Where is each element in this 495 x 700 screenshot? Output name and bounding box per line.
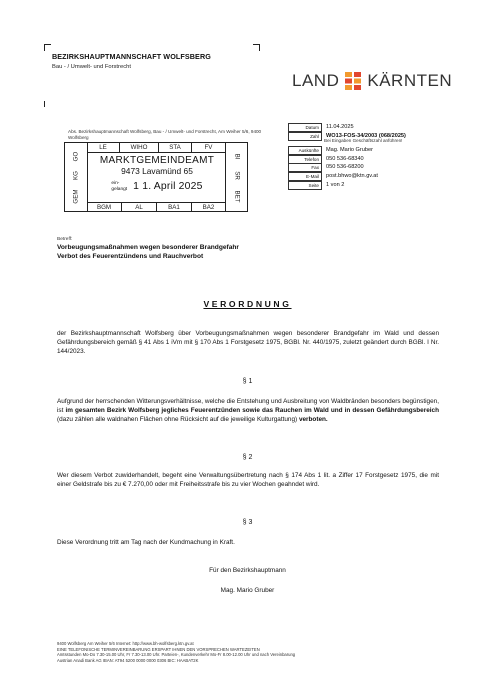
- meta-value: WO13-FOS-34/2003 (068/2025): [326, 132, 406, 139]
- s1-text-part: Aufgrund der herrschenden Witterungsverhältnisse, welche die Entstehung und Ausbreitung von Waldbränden besonders begünstigen, ist: [57, 398, 439, 415]
- meta-key: E-Mail: [288, 172, 322, 181]
- meta-value: 1 von 2: [326, 181, 345, 188]
- meta-value: 11.04.2025: [326, 124, 354, 130]
- meta-row-date: [288, 123, 458, 132]
- meta-value: 050 536-68200: [326, 164, 364, 171]
- document-heading: VERORDNUNG: [203, 299, 292, 309]
- meta-row-fax: [288, 163, 458, 172]
- stamp-cell: GO: [72, 151, 80, 162]
- stamp-cell: GEM: [72, 189, 80, 204]
- issuer-block: [52, 52, 232, 90]
- stamp-cell: LE: [99, 144, 107, 151]
- stamp-received-label: ein- gelangt: [111, 181, 128, 192]
- footer: [57, 641, 437, 663]
- subject-label: Betreff:: [57, 237, 73, 242]
- issuer-name: BEZIRKSHAUPTMANNSCHAFT WOLFSBERG: [52, 52, 211, 61]
- stamp-cell: AL: [135, 204, 143, 211]
- subject: [57, 243, 239, 261]
- footer-line: Amtsstunden Mo-Do 7.30-15.00 Uhr, Fr 7.30-13.00 Uhr. Parteien-, Kundenverkehr Mo-Fr 8.00-12.00 Uhr und nach Vereinbarung: [57, 652, 296, 658]
- section-3-title: § 3: [242, 519, 253, 526]
- meta-key: Telefon: [288, 155, 322, 164]
- subject-line-1: Vorbeugungsmaßnahmen wegen besonderer Brandgefahr: [57, 244, 239, 251]
- logo-text-right: KÄRNTEN: [367, 71, 453, 90]
- stamp-received-row: [93, 181, 221, 192]
- stamp-title: MARKTGEMEINDEAMT: [99, 155, 215, 166]
- footer-line: 9400 Wolfsberg Am Weiher 5/6 Internet: http://www.bh-wolfsberg.ktn.gv.at: [57, 641, 194, 646]
- sender-address-line: Abs. Bezirkshauptmannschaft Wolfsberg, Bau - / Umwelt- und Forstrecht, Am Weiher 5/6, 9400 Wolfsberg: [68, 129, 262, 140]
- section-1-text: [57, 397, 439, 425]
- meta-row-page: [288, 181, 458, 190]
- footer-line: Austrian Anadi Bank AG IBAN: AT94 5200 0000 0000 0306 BIC: HAABAT2K: [57, 657, 199, 663]
- frame-corner-top-left-v: [44, 44, 45, 51]
- stamp-cell: BA1: [168, 204, 180, 211]
- meta-key: Auskünfte: [288, 146, 322, 155]
- stamp-bottom-row: [87, 202, 225, 212]
- section-2-text: Wer diesem Verbot zuwiderhandelt, begeht eine Verwaltungsübertretung nach § 174 Abs 1 lit. a Ziffer 17 Forstgesetz 1975, die mit einer Geldstrafe bis zu € 7.270,00 oder mit Freiheitsstrafe bis zu vier Wochen geahndet wird.: [57, 472, 439, 489]
- stamp-right-column: [225, 143, 248, 211]
- stamp-cell: SR: [233, 171, 241, 180]
- stamp-received-date: 1 1. April 2025: [133, 181, 203, 192]
- stamp-top-row: [87, 143, 225, 153]
- frame-corner-top-right-v: [259, 44, 260, 51]
- s1-text-bold: verboten.: [298, 416, 328, 424]
- meta-value: 050 536-68340: [326, 155, 364, 162]
- stamp-cell: BGM: [96, 204, 112, 211]
- intro-paragraph: der Bezirkshauptmannschaft Wolfsberg über Vorbeugungsmaßnahmen wegen besonderer Brandgefahr im Wald und dessen Gefährdungsbereich gemäß § 41 Abs 1 iVm mit § 170 Abs 1 Forstgesetz 1975, BGBl. Nr. 440/1975, zuletzt geändert durch BGBl. I Nr. 144/2023.: [57, 330, 439, 356]
- stamp-cell: KG: [72, 171, 80, 180]
- stamp-cell: BET: [233, 190, 241, 203]
- s1-text-bold: im gesamten Bezirk Wolfsberg jegliches Feuerentzünden sowie das Rauchen im Wald und in dessen Gefährdungsbereich: [65, 407, 439, 415]
- meta-key: Datum: [288, 123, 322, 132]
- frame-corner-bottom-left-v: [44, 101, 45, 107]
- section-3-text: Diese Verordnung tritt am Tag nach der Kundmachung in Kraft.: [57, 539, 235, 546]
- section-2-title: § 2: [242, 454, 253, 461]
- signature-for-line: Für den Bezirkshauptmann: [209, 567, 286, 574]
- land-kaernten-logo: [292, 70, 453, 92]
- subject-line-2: Verbot des Feuerentzündens und Rauchverbot: [57, 253, 204, 260]
- meta-key: Fax: [288, 163, 322, 172]
- meta-value: Mag. Mario Gruber: [326, 147, 373, 154]
- section-1-title: § 1: [242, 378, 253, 385]
- stamp-cell: WIHO: [130, 144, 148, 151]
- meta-key: Zahl: [288, 132, 322, 141]
- stamp-cell: FV: [204, 144, 213, 151]
- s1-text-part: (dazu zählen alle waldnahen Flächen ohne Rücksicht auf die jeweilige Kulturgattung): [57, 416, 299, 424]
- frame-corner-top-left-h: [44, 44, 51, 45]
- letter-metadata: [288, 123, 458, 189]
- stamp-address: 9473 Lavamünd 65: [121, 166, 193, 176]
- stamp-left-column: [65, 143, 88, 211]
- meta-row-contact: [288, 146, 458, 155]
- signature-name: Mag. Mario Gruber: [220, 587, 275, 594]
- meta-key: Seite: [288, 181, 322, 190]
- logo-mark-icon: [345, 72, 361, 90]
- meta-value: post.bhwo@ktn.gv.at: [326, 172, 378, 179]
- issuer-department: Bau - / Umwelt- und Forstrecht: [52, 64, 131, 70]
- stamp-cell: BA2: [202, 204, 215, 211]
- footer-line: EINE TELEFONISCHE TERMINVEREINBARUNG ERSPART IHNEN DEN VORSPRECHEN WARTEZEITEN: [57, 646, 260, 652]
- meta-note: Bei Eingaben Geschäftszahl anführen!: [324, 138, 403, 144]
- stamp-cell: BI: [233, 153, 241, 160]
- meta-row-phone: [288, 155, 458, 164]
- stamp-cell: STA: [169, 144, 181, 151]
- received-stamp: [64, 142, 248, 212]
- meta-row-email: [288, 172, 458, 181]
- stamp-center: [93, 155, 221, 192]
- logo-text-left: LAND: [292, 71, 340, 90]
